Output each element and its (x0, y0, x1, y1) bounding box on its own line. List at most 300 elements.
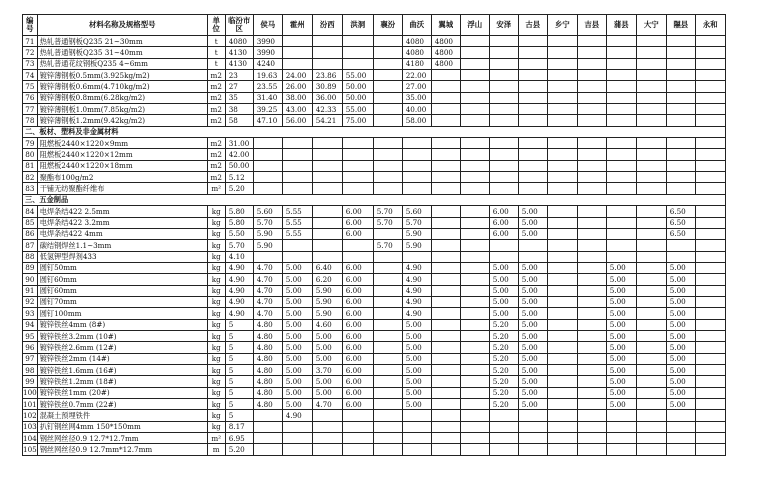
price-cell (312, 47, 342, 58)
unit-cell: kg (207, 342, 225, 353)
price-cell (695, 308, 725, 319)
price-cell (253, 172, 282, 183)
price-cell: 5.00 (606, 319, 636, 330)
price-cell (489, 104, 518, 115)
price-cell: 47.10 (253, 115, 282, 126)
price-cell (518, 240, 547, 251)
price-cell: 5.00 (282, 296, 312, 307)
price-cell (636, 285, 666, 296)
price-cell (636, 399, 666, 410)
price-cell (373, 387, 402, 398)
item-number: 75 (23, 81, 38, 92)
price-cell: 5.00 (518, 342, 547, 353)
price-cell: 5.20 (489, 319, 518, 330)
column-header: 洪洞 (342, 15, 373, 36)
material-name: 碳结钢焊丝1.1~3mm (37, 240, 207, 251)
price-cell (431, 364, 460, 375)
price-cell (636, 70, 666, 81)
price-cell (312, 410, 342, 421)
unit-cell: m2 (207, 104, 225, 115)
price-cell: 6.00 (342, 353, 373, 364)
price-cell (547, 36, 577, 47)
material-name: 阻燃板2440×1220×12mm (37, 149, 207, 160)
price-cell (373, 308, 402, 319)
price-cell (253, 410, 282, 421)
material-name: 阻燃板2440×1220×9mm (37, 138, 207, 149)
price-cell (431, 81, 460, 92)
price-cell (606, 251, 636, 262)
price-cell: 5.00 (402, 387, 431, 398)
price-cell (547, 410, 577, 421)
price-cell (373, 92, 402, 103)
price-cell (695, 104, 725, 115)
price-cell (666, 251, 695, 262)
price-cell (695, 70, 725, 81)
price-cell (518, 47, 547, 58)
table-row (23, 228, 726, 239)
price-cell: 5.00 (606, 296, 636, 307)
price-cell (577, 262, 606, 273)
price-cell: 50.00 (225, 160, 253, 171)
price-cell (253, 160, 282, 171)
price-cell: 5.00 (282, 308, 312, 319)
price-cell (547, 376, 577, 387)
price-cell: 5.00 (606, 308, 636, 319)
price-cell: 4.80 (253, 342, 282, 353)
unit-cell: kg (207, 410, 225, 421)
price-cell (342, 149, 373, 160)
price-cell (373, 104, 402, 115)
price-cell (547, 104, 577, 115)
price-cell: 5.90 (253, 240, 282, 251)
price-cell (373, 319, 402, 330)
unit-cell: m2 (207, 115, 225, 126)
price-cell (636, 36, 666, 47)
price-cell (636, 274, 666, 285)
price-cell: 6.00 (342, 285, 373, 296)
price-cell: 5.00 (489, 296, 518, 307)
price-cell (636, 183, 666, 194)
unit-cell: kg (207, 285, 225, 296)
item-number: 91 (23, 285, 38, 296)
price-cell (373, 70, 402, 81)
price-cell (373, 410, 402, 421)
price-cell: 5.90 (312, 285, 342, 296)
price-cell (547, 47, 577, 58)
price-cell (431, 399, 460, 410)
price-cell (489, 115, 518, 126)
price-cell (577, 376, 606, 387)
price-cell: 4080 (402, 36, 431, 47)
price-cell: 5.00 (518, 376, 547, 387)
price-cell: 6.00 (342, 274, 373, 285)
price-cell: 5.00 (489, 262, 518, 273)
unit-cell: kg (207, 296, 225, 307)
price-cell (373, 81, 402, 92)
price-cell (606, 115, 636, 126)
price-cell (460, 149, 489, 160)
price-cell: 4180 (402, 58, 431, 69)
price-cell (606, 433, 636, 444)
price-cell (666, 433, 695, 444)
price-cell (373, 172, 402, 183)
price-cell (577, 330, 606, 341)
price-cell (431, 138, 460, 149)
price-cell (460, 240, 489, 251)
price-cell (282, 160, 312, 171)
price-cell (577, 240, 606, 251)
item-number: 72 (23, 47, 38, 58)
material-name: 阻燃板2440×1220×18mm (37, 160, 207, 171)
price-cell (342, 444, 373, 455)
price-cell: 5.90 (402, 228, 431, 239)
price-cell (312, 251, 342, 262)
section-row (23, 126, 726, 137)
price-cell (636, 138, 666, 149)
price-cell (695, 296, 725, 307)
item-number: 92 (23, 296, 38, 307)
price-cell: 5.00 (518, 308, 547, 319)
price-cell (402, 421, 431, 432)
price-cell: 5.00 (518, 274, 547, 285)
material-name: 混凝土预埋铁件 (37, 410, 207, 421)
price-cell (312, 172, 342, 183)
price-cell: 6.00 (342, 342, 373, 353)
price-cell (636, 433, 666, 444)
price-cell (577, 364, 606, 375)
item-number: 74 (23, 70, 38, 81)
price-cell (460, 308, 489, 319)
price-cell (518, 160, 547, 171)
price-cell: 4080 (225, 36, 253, 47)
price-cell: 4.90 (282, 410, 312, 421)
price-cell: 5.70 (373, 240, 402, 251)
price-cell: 6.40 (312, 262, 342, 273)
column-header: 吉县 (577, 15, 606, 36)
price-cell: 4800 (431, 47, 460, 58)
price-cell: 5.00 (666, 308, 695, 319)
price-cell (577, 70, 606, 81)
price-cell: 5 (225, 330, 253, 341)
price-cell: 6.00 (342, 364, 373, 375)
price-cell: 5 (225, 342, 253, 353)
price-cell (312, 183, 342, 194)
price-cell (577, 58, 606, 69)
price-cell (402, 444, 431, 455)
item-number: 86 (23, 228, 38, 239)
price-cell (636, 228, 666, 239)
price-cell: 27 (225, 81, 253, 92)
price-cell (342, 138, 373, 149)
price-cell (342, 36, 373, 47)
price-cell: 5.00 (606, 376, 636, 387)
price-cell (636, 58, 666, 69)
price-cell (489, 149, 518, 160)
price-cell (606, 183, 636, 194)
price-cell: 5.00 (489, 285, 518, 296)
price-cell: 4130 (225, 58, 253, 69)
material-name: 电焊条结422 3.2mm (37, 217, 207, 228)
price-cell: 4130 (225, 47, 253, 58)
table-row (23, 342, 726, 353)
price-cell (431, 410, 460, 421)
price-cell (547, 217, 577, 228)
price-cell: 5.00 (518, 364, 547, 375)
price-cell (282, 251, 312, 262)
unit-cell: m2 (207, 92, 225, 103)
price-cell (253, 251, 282, 262)
price-cell (282, 138, 312, 149)
table-row (23, 217, 726, 228)
price-cell: 6.00 (342, 330, 373, 341)
price-cell (460, 115, 489, 126)
price-cell (489, 410, 518, 421)
price-cell (577, 217, 606, 228)
price-cell (431, 228, 460, 239)
unit-cell: kg (207, 364, 225, 375)
price-cell: 4.90 (402, 308, 431, 319)
material-name: 镀锌铁丝1.2mm (18#) (37, 376, 207, 387)
price-cell: 4.80 (253, 319, 282, 330)
price-cell (253, 138, 282, 149)
price-cell (402, 251, 431, 262)
price-cell: 5.00 (606, 353, 636, 364)
table-row (23, 183, 726, 194)
price-cell (636, 251, 666, 262)
price-cell (342, 47, 373, 58)
price-cell (253, 183, 282, 194)
price-cell: 6.00 (342, 262, 373, 273)
material-name: 电焊条结422 4mm (37, 228, 207, 239)
price-cell: 22.00 (402, 70, 431, 81)
price-cell (547, 149, 577, 160)
price-cell (342, 160, 373, 171)
price-cell (373, 262, 402, 273)
price-cell (342, 251, 373, 262)
material-name: 聚酯布100g/m2 (37, 172, 207, 183)
item-number: 104 (23, 433, 37, 443)
price-cell (460, 342, 489, 353)
price-cell: 26.00 (282, 81, 312, 92)
price-cell (373, 183, 402, 194)
price-cell (431, 319, 460, 330)
price-cell (312, 421, 342, 432)
price-cell: 50.00 (342, 92, 373, 103)
price-cell (695, 364, 725, 375)
price-cell (547, 206, 577, 217)
price-cell: 5.80 (225, 217, 253, 228)
price-cell (577, 206, 606, 217)
item-number: 85 (23, 217, 38, 228)
price-cell: 4.80 (253, 387, 282, 398)
price-cell (518, 138, 547, 149)
price-cell (402, 172, 431, 183)
table-row (23, 58, 726, 69)
price-cell (342, 183, 373, 194)
price-cell (373, 160, 402, 171)
price-cell (431, 296, 460, 307)
unit-cell: kg (207, 217, 225, 228)
price-cell (577, 104, 606, 115)
price-cell (460, 364, 489, 375)
price-cell (636, 115, 666, 126)
price-cell (373, 274, 402, 285)
price-cell: 5.00 (518, 296, 547, 307)
item-number: 78 (23, 115, 38, 126)
price-cell: 5.00 (606, 285, 636, 296)
price-cell (636, 376, 666, 387)
material-name: 镀锌薄钢板0.6mm(4.710kg/m2) (37, 81, 207, 92)
material-name: 镀锌薄钢板0.5mm(3.925kg/m2) (37, 70, 207, 81)
price-cell (606, 138, 636, 149)
price-cell (547, 183, 577, 194)
price-cell (312, 206, 342, 217)
price-cell (547, 433, 577, 444)
price-cell (282, 36, 312, 47)
price-cell (695, 206, 725, 217)
price-cell (373, 330, 402, 341)
price-cell: 4.90 (402, 285, 431, 296)
price-cell: 6.00 (342, 296, 373, 307)
price-cell: 5.60 (253, 206, 282, 217)
price-cell (489, 160, 518, 171)
item-number: 79 (23, 138, 38, 149)
price-cell (373, 342, 402, 353)
table-row (23, 421, 726, 432)
price-cell (460, 274, 489, 285)
price-cell: 5.00 (666, 364, 695, 375)
price-cell (489, 36, 518, 47)
price-cell (342, 172, 373, 183)
price-cell (431, 160, 460, 171)
price-cell (695, 183, 725, 194)
price-cell (636, 160, 666, 171)
price-cell: 5.00 (282, 285, 312, 296)
item-number: 71 (23, 36, 38, 47)
price-cell (431, 172, 460, 183)
price-cell: 5.00 (606, 364, 636, 375)
price-cell: 5.90 (253, 228, 282, 239)
price-cell (312, 58, 342, 69)
price-cell (606, 47, 636, 58)
price-cell (373, 421, 402, 432)
price-cell: 23.86 (312, 70, 342, 81)
price-cell (577, 138, 606, 149)
column-header: 临汾市区 (225, 15, 253, 36)
price-cell: 5.00 (518, 217, 547, 228)
price-cell (373, 285, 402, 296)
price-cell (518, 70, 547, 81)
unit-cell: m² (207, 183, 225, 194)
price-cell (373, 353, 402, 364)
price-cell (402, 160, 431, 171)
price-cell: 5.00 (606, 399, 636, 410)
price-cell: 5.50 (225, 228, 253, 239)
price-cell (547, 58, 577, 69)
price-cell (518, 444, 547, 455)
price-cell: 4800 (431, 36, 460, 47)
price-cell (547, 308, 577, 319)
price-cell (460, 36, 489, 47)
price-cell: 5 (225, 353, 253, 364)
price-cell (636, 47, 666, 58)
price-cell (577, 81, 606, 92)
price-cell (666, 172, 695, 183)
price-cell (547, 115, 577, 126)
price-cell: 5.80 (225, 206, 253, 217)
price-cell: 35 (225, 92, 253, 103)
price-cell (489, 421, 518, 432)
price-cell: 5.00 (606, 262, 636, 273)
header-row (23, 15, 726, 36)
price-cell: 5.00 (518, 206, 547, 217)
price-cell (312, 160, 342, 171)
column-header: 汾西 (312, 15, 342, 36)
table-row (23, 138, 726, 149)
price-cell: 4.10 (225, 251, 253, 262)
price-cell (547, 319, 577, 330)
price-cell: 4.70 (253, 262, 282, 273)
price-cell (460, 433, 489, 444)
price-cell (666, 70, 695, 81)
price-cell (253, 421, 282, 432)
item-number: 77 (23, 104, 38, 115)
price-cell (695, 47, 725, 58)
price-cell (518, 58, 547, 69)
price-cell (431, 240, 460, 251)
price-cell (577, 410, 606, 421)
price-cell (402, 183, 431, 194)
price-cell (431, 92, 460, 103)
price-cell: 31.40 (253, 92, 282, 103)
price-cell (695, 36, 725, 47)
price-cell: 6.00 (489, 228, 518, 239)
unit-cell: kg (207, 319, 225, 330)
unit-cell: m2 (207, 81, 225, 92)
price-cell: 5.55 (282, 206, 312, 217)
price-cell: 31.00 (225, 138, 253, 149)
price-cell: 6.20 (312, 274, 342, 285)
unit-cell: kg (207, 387, 225, 398)
price-cell: 40.00 (402, 104, 431, 115)
price-cell: 5.20 (489, 376, 518, 387)
price-cell (282, 172, 312, 183)
item-number: 99 (23, 376, 38, 387)
price-cell (373, 296, 402, 307)
price-cell (518, 36, 547, 47)
section-title: 二、板材、塑料及非金属材料 (23, 126, 726, 137)
unit-cell: kg (207, 228, 225, 239)
price-cell (489, 433, 518, 444)
price-cell (666, 36, 695, 47)
price-cell (460, 47, 489, 58)
price-cell (373, 376, 402, 387)
price-cell: 5.00 (666, 387, 695, 398)
unit-cell: m² (207, 433, 225, 444)
price-cell: 5.00 (282, 353, 312, 364)
price-cell (460, 421, 489, 432)
column-header: 古县 (518, 15, 547, 36)
price-cell (695, 58, 725, 69)
section-title: 三、五金制品 (23, 194, 726, 205)
price-cell: 5.00 (518, 353, 547, 364)
material-name: 圆钉70mm (37, 296, 207, 307)
price-cell (577, 421, 606, 432)
price-cell (460, 319, 489, 330)
price-cell (695, 149, 725, 160)
price-cell (547, 274, 577, 285)
price-cell: 5.00 (282, 364, 312, 375)
